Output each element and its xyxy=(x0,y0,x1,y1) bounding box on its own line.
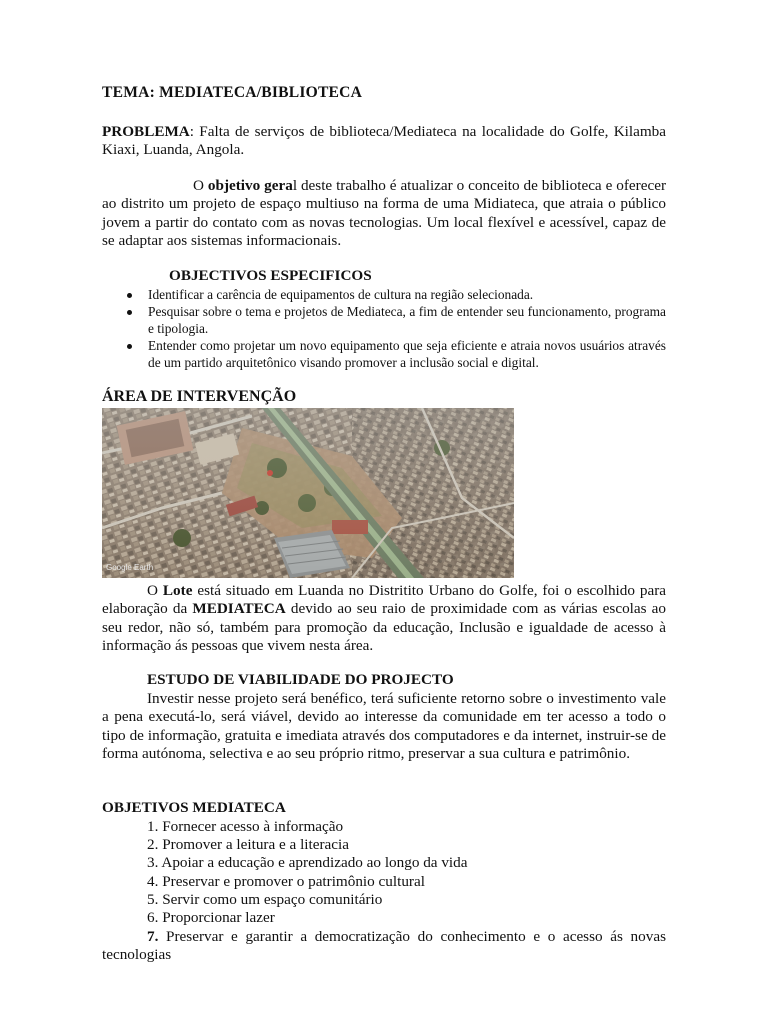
list-item: 3. Apoiar a educação e aprendizado ao longo da vida xyxy=(147,854,468,872)
problem-paragraph xyxy=(102,123,666,160)
objective-paragraph xyxy=(102,177,666,251)
list-item-text: Identificar a carência de equipamentos de cultura na região selecionada. xyxy=(148,287,534,302)
objective-text: l deste trabalho é atualizar o conceito de biblioteca e oferecer ao distrito um projeto de espaço multiuso na forma de uma Midiateca, que atraia o público jovem a partir do contato com as novas tecnologias. Um local flexível e acessível, capaz de se adaptar aos sistemas informacionais. xyxy=(102,177,666,250)
objective-7-paragraph xyxy=(102,928,666,965)
specific-objectives-list xyxy=(102,287,666,372)
list-item: 5. Servir como um espaço comunitário xyxy=(147,890,383,908)
problem-label: PROBLEMA xyxy=(102,123,190,140)
list-item-text: Entender como projetar um novo equipamento que seja eficiente e atraia novos usuários através de um partido arquitetônico visando promover a inclusão social e digital. xyxy=(148,338,666,370)
intervention-heading: ÁREA DE INTERVENÇÃO xyxy=(102,388,297,405)
list-item: 1. Fornecer acesso à informação xyxy=(147,818,344,835)
lote-paragraph xyxy=(102,582,666,656)
lote-text-2: está situado em Luanda no Distritito Urbano do Golfe, foi o escolhido para elaboração da xyxy=(102,582,667,618)
list-item: 6. Proporcionar lazer xyxy=(147,909,275,927)
bullet-icon xyxy=(127,310,132,315)
list-item-text: Pesquisar sobre o tema e projetos de Mediateca, a fim de entender seu funcionamento, programa e tipologia. xyxy=(148,304,666,336)
mediateca-objectives-heading: OBJETIVOS MEDIATECA xyxy=(102,799,286,816)
list-item: 2. Promover a leitura e a literacia xyxy=(147,836,349,854)
problem-text: : Falta de serviços de biblioteca/Mediateca na localidade do Golfe, Kilamba Kiaxi, Luanda, Angola. xyxy=(102,123,666,159)
page-title: TEMA: MEDIATECA/BIBLIOTECA xyxy=(102,84,363,101)
lote-bold-2: MEDIATECA xyxy=(192,600,286,618)
specific-objectives-heading: OBJECTIVOS ESPECIFICOS xyxy=(169,267,372,284)
mediateca-objectives-list xyxy=(147,818,468,927)
aerial-satellite-image xyxy=(102,408,514,578)
watermark-text: Google Earth xyxy=(106,563,154,572)
objective-bold: objetivo gera xyxy=(207,177,293,194)
bullet-icon xyxy=(127,344,132,349)
objective-7-number: 7. xyxy=(147,928,159,945)
lote-text-1: O xyxy=(147,582,163,599)
objective-7-text: Preservar e garantir a democratização do conhecimento e o acesso ás novas tecnologias xyxy=(102,928,666,964)
lote-bold-1: Lote xyxy=(162,582,193,599)
list-item xyxy=(102,338,666,371)
bullet-icon xyxy=(127,293,132,298)
viability-paragraph: Investir nesse projeto será benéfico, terá suficiente retorno sobre o investimento vale a pena executá-lo, será viável, devido ao interesse da comunidade em ter acesso a todo o tipo de informação, gratuita e imediata através dos computadores e da internet, instruir-se de forma autónoma, selectiva e ao seu próprio ritmo, preservar a sua cultura e patrimônio. xyxy=(102,690,666,763)
list-item: 4. Preservar e promover o patrimônio cultural xyxy=(147,872,425,890)
viability-heading: ESTUDO DE VIABILIDADE DO PROJECTO xyxy=(147,671,454,688)
list-item xyxy=(102,287,666,303)
objective-prefix: O xyxy=(193,177,208,194)
list-item xyxy=(102,304,666,337)
lote-text-3: devido ao seu raio de proximidade com as várias escolas ao seu redor, não só, também para promoção da educação, Inclusão e igualdade de acesso à informação ás pessoas que vivem nesta área. xyxy=(102,600,666,655)
